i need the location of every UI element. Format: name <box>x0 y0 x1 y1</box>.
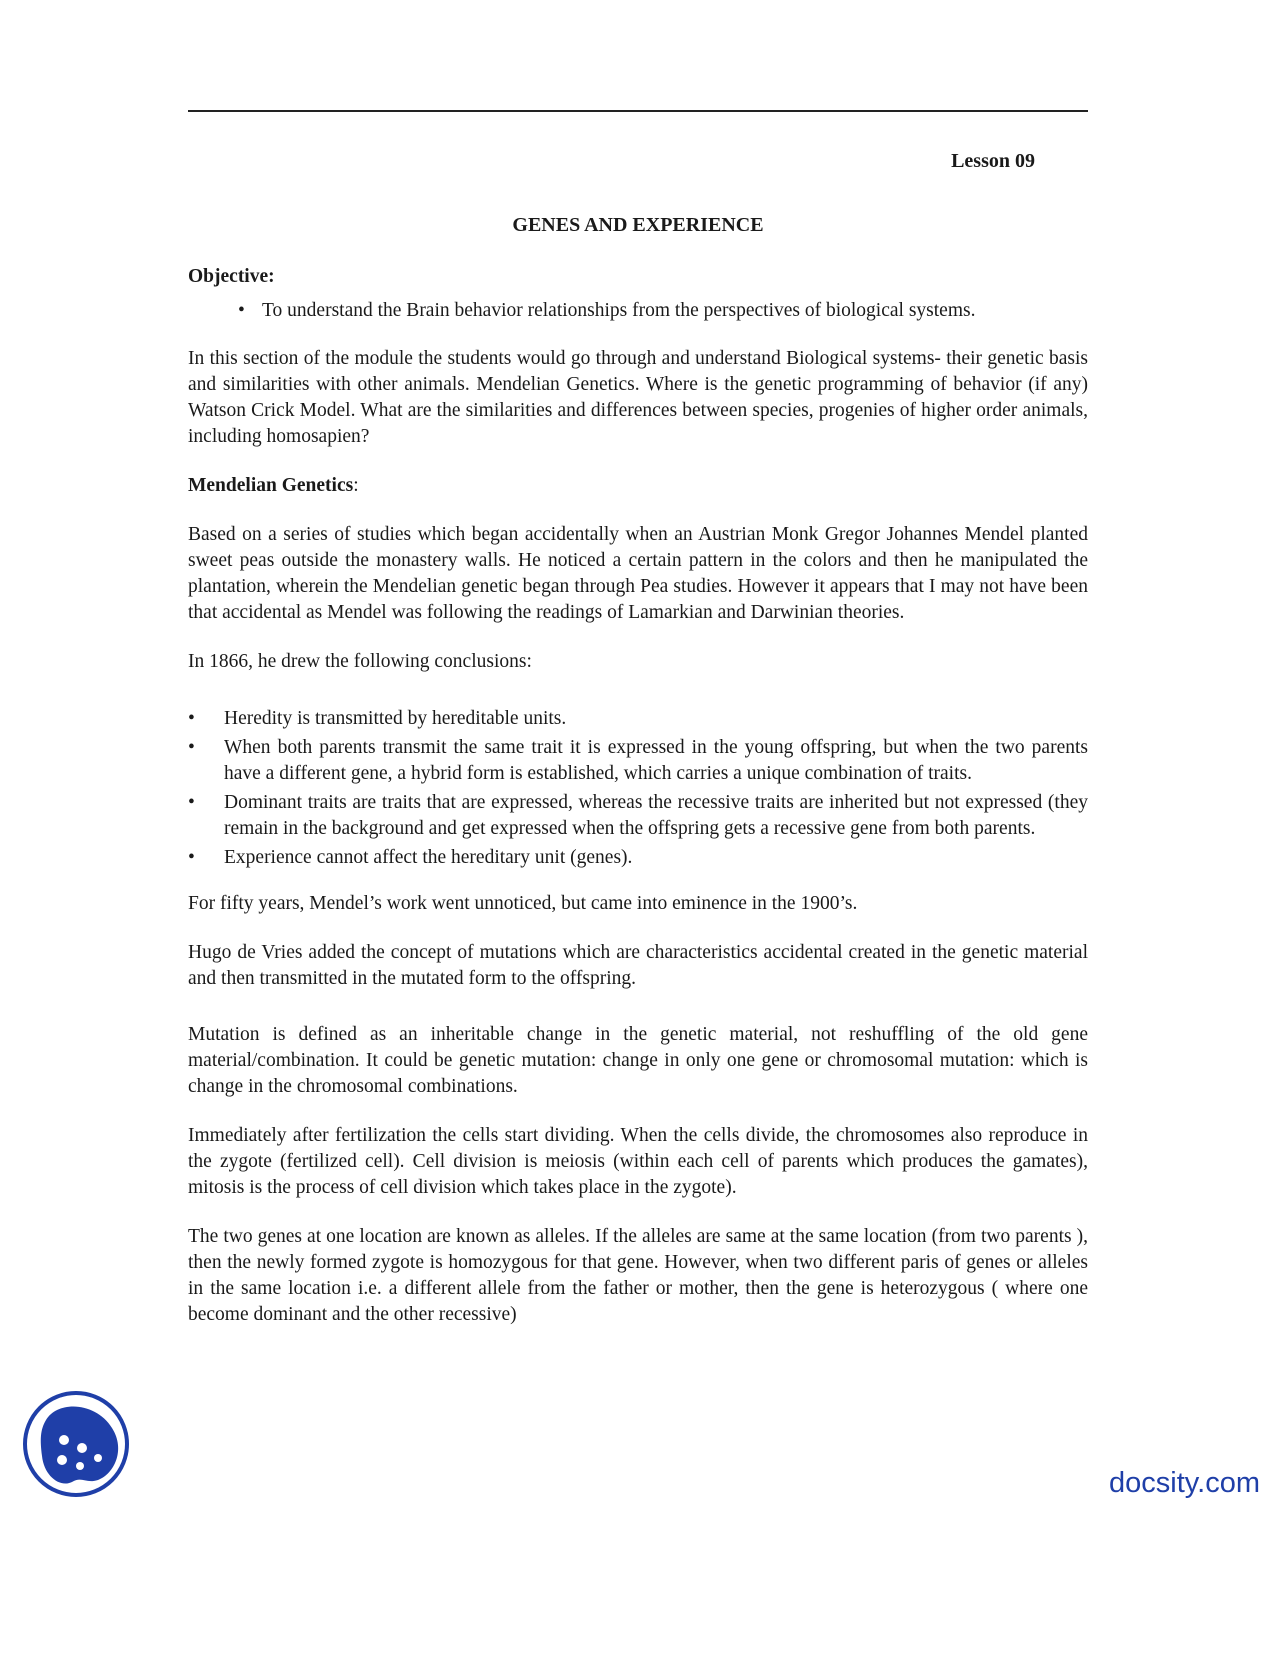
list-item: • Experience cannot affect the hereditary unit (genes). <box>188 845 1088 871</box>
mutation-paragraph: Mutation is defined as an inheritable change in the genetic material, not reshuffling of the old gene material/combination. It could be genetic mutation: change in only one gene or chromosomal mutation: which is change in the chromosomal combinations. <box>188 1024 1088 1097</box>
mendelian-heading: Mendelian Genetics <box>188 475 354 496</box>
objective-heading: Objective: <box>188 266 275 287</box>
fifty-years-paragraph: For fifty years, Mendel’s work went unnoticed, but came into eminence in the 1900’s. <box>188 893 858 914</box>
alleles-paragraph: The two genes at one location are known as alleles. If the alleles are same at the same location (from two parents ), then the newly formed zygote is homozygous for that gene. However, when two different paris of genes or alleles in the same location i.e. a different allele from the father or mother, then the gene is heterozygous ( where one become dominant and the other recessive) <box>188 1226 1088 1325</box>
bullet-icon: • <box>238 300 245 321</box>
list-item: • To understand the Brain behavior relationships from the perspectives of biological systems. <box>188 298 1088 324</box>
bullet-icon: • <box>188 792 195 813</box>
list-item: • Heredity is transmitted by hereditable units. <box>188 706 1088 732</box>
cell-division-paragraph: Immediately after fertilization the cells start dividing. When the cells divide, the chromosomes also reproduce in the zygote (fertilized cell). Cell division is meiosis (within each cell of parents which produces the gamates), mitosis is the process of cell division which takes place in the zygote). <box>188 1125 1088 1198</box>
mendelian-heading-line: Mendelian Genetics: <box>188 475 359 496</box>
bullet-icon: • <box>188 737 195 758</box>
docsity-logo-icon <box>22 1390 130 1498</box>
mendel-paragraph: Based on a series of studies which began accidentally when an Austrian Monk Gregor Johannes Mendel planted sweet peas outside the monastery walls. He noticed a certain pattern in the colors and then he manipulated the plantation, wherein the Mendelian genetic began through Pea studies. However it appears that I may not have been that accidental as Mendel was following the readings of Lamarkian and Darwinian theories. <box>188 524 1088 623</box>
list-item: • Dominant traits are traits that are expressed, whereas the recessive traits are inherited but not expressed (they remain in the background and get expressed when the offspring gets a recessive gene from both parents. <box>188 792 1088 839</box>
list-item: • When both parents transmit the same trait it is expressed in the young offspring, but when the two parents have a different gene, a hybrid form is established, which carries a unique combination of traits. <box>188 737 1088 784</box>
header-rule <box>188 110 1088 112</box>
conclusions-list <box>188 706 1088 871</box>
docsity-brand-link[interactable]: docsity.com <box>1109 1467 1260 1499</box>
bullet-icon: • <box>188 847 195 868</box>
page-title: GENES AND EXPERIENCE <box>512 214 764 236</box>
intro-paragraph: In this section of the module the students would go through and understand Biological systems- their genetic basis and similarities with other animals. Mendelian Genetics. Where is the genetic programming of behavior (if any) Watson Crick Model. What are the similarities and differences between species, progenies of higher order animals, including homosapien? <box>188 348 1088 447</box>
bullet-icon: • <box>188 708 195 729</box>
document-body <box>188 264 1088 1328</box>
conclusions-intro: In 1866, he drew the following conclusions: <box>188 651 532 672</box>
de-vries-paragraph: Hugo de Vries added the concept of mutations which are characteristics accidental created in the genetic material and then transmitted in the mutated form to the offspring. <box>188 942 1088 989</box>
lesson-number: Lesson 09 <box>951 150 1035 172</box>
objective-list <box>188 298 1088 324</box>
